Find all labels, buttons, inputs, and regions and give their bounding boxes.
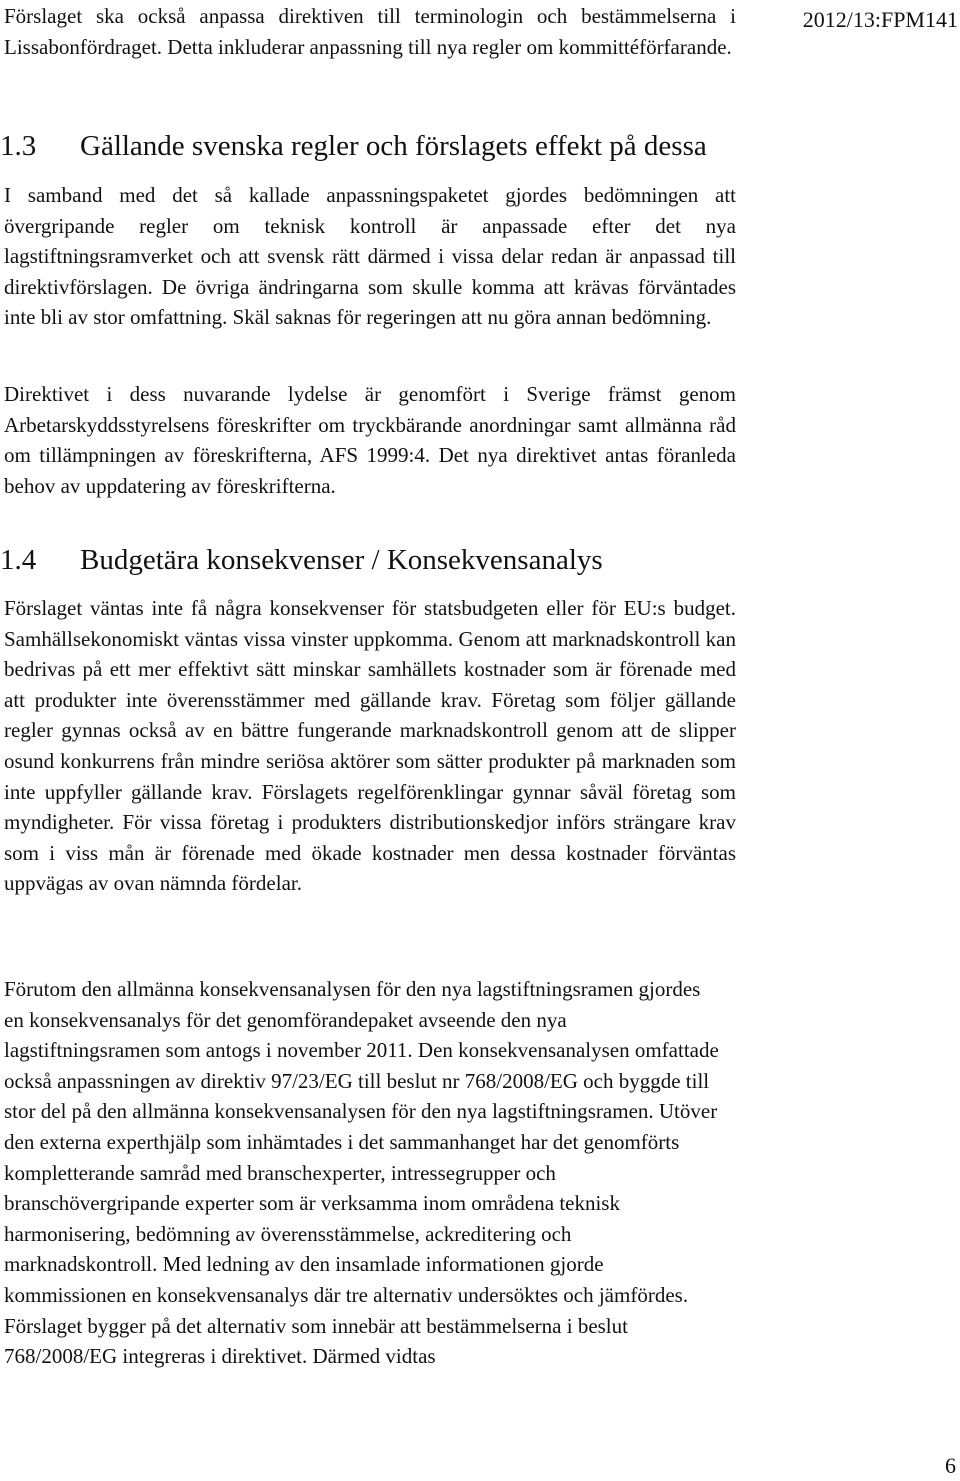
document-id: 2012/13:FPM141 [802, 7, 958, 32]
section-number: 1.4 [0, 544, 37, 576]
section-heading-1-4 [0, 543, 740, 577]
intro-paragraph: Förslaget ska också anpassa direktiven till terminologin och bestämmelserna i Lissabonfördraget. Detta inkluderar anpassning till nya regler om kommittéförfarande. [4, 4, 736, 59]
page-number: 6 [945, 1453, 956, 1478]
body-paragraph: I samband med det så kallade anpassningspaketet gjordes bedömningen att övergripande regler om teknisk kontroll är anpassade efter det nya lagstiftningsramverket och att svensk rätt därmed i vissa delar redan är anpassad till direktivförslagen. De övriga ändringarna som skulle komma att krävas förväntades inte bli av stor omfattning. Skäl saknas för regeringen att nu göra annan bedömning. [4, 183, 736, 330]
section-title: Budgetära konsekvenser / Konsekvensanalys [80, 544, 603, 576]
section-heading-1-3 [0, 129, 740, 163]
section-title: Gällande svenska regler och förslagets effekt på dessa [80, 130, 707, 162]
body-paragraph: Förslaget väntas inte få några konsekvenser för statsbudgeten eller för EU:s budget. Samhällsekonomiskt väntas vissa vinster uppkomma. Genom att marknadskontroll kan bedrivas på ett mer effektivt sätt minskar samhällets kostnader som är förenade med att produkter inte överensstämmer med gällande krav. Företag som följer gällande regler gynnas också av en bättre fungerande marknadskontroll genom att de slipper osund konkurrens från mindre seriösa aktörer som sätter produkter på marknaden som inte uppfyller gällande krav. Förslagets regelförenklingar gynnar såväl företag som myndigheter. För vissa företag i produkters distributionskedjor införs strängare krav som i viss mån är förenade med ökade kostnader men dessa kostnader förväntas uppvägas av ovan nämnda fördelar. [4, 596, 736, 896]
body-paragraph: Förutom den allmänna konsekvensanalysen för den nya lagstiftningsramen gjordes en konsekvensanalys för det genomförandepaket avseende den nya lagstiftningsramen som antogs i november 2011. Den konsekvensanalysen omfattade också anpassningen av direktiv 97/23/EG till beslut nr 768/2008/EG och byggde till stor del på den allmänna konsekvensanalysen för den nya lagstiftningsramen. Utöver den externa experthjälp som inhämtades i det sammanhanget har det genomförts kompletterande samråd med branschexperter, intressegrupper och branschövergripande experter som är verksamma inom områdena teknisk harmonisering, bedömning av överensstämmelse, ackreditering och marknadskontroll. Med ledning av den insamlade informationen gjorde kommissionen en konsekvensanalys där tre alternativ undersöktes och jämfördes. Förslaget bygger på det alternativ som innebär att bestämmelserna i beslut 768/2008/EG integreras i direktivet. Därmed vidtas [4, 977, 719, 1369]
section-number: 1.3 [0, 130, 37, 162]
body-paragraph: Direktivet i dess nuvarande lydelse är genomfört i Sverige främst genom Arbetarskyddsstyrelsens föreskrifter om tryckbärande anordningar samt allmänna råd om tillämpningen av föreskrifterna, AFS 1999:4. Det nya direktivet antas föranleda behov av uppdatering av föreskrifterna. [4, 382, 736, 498]
